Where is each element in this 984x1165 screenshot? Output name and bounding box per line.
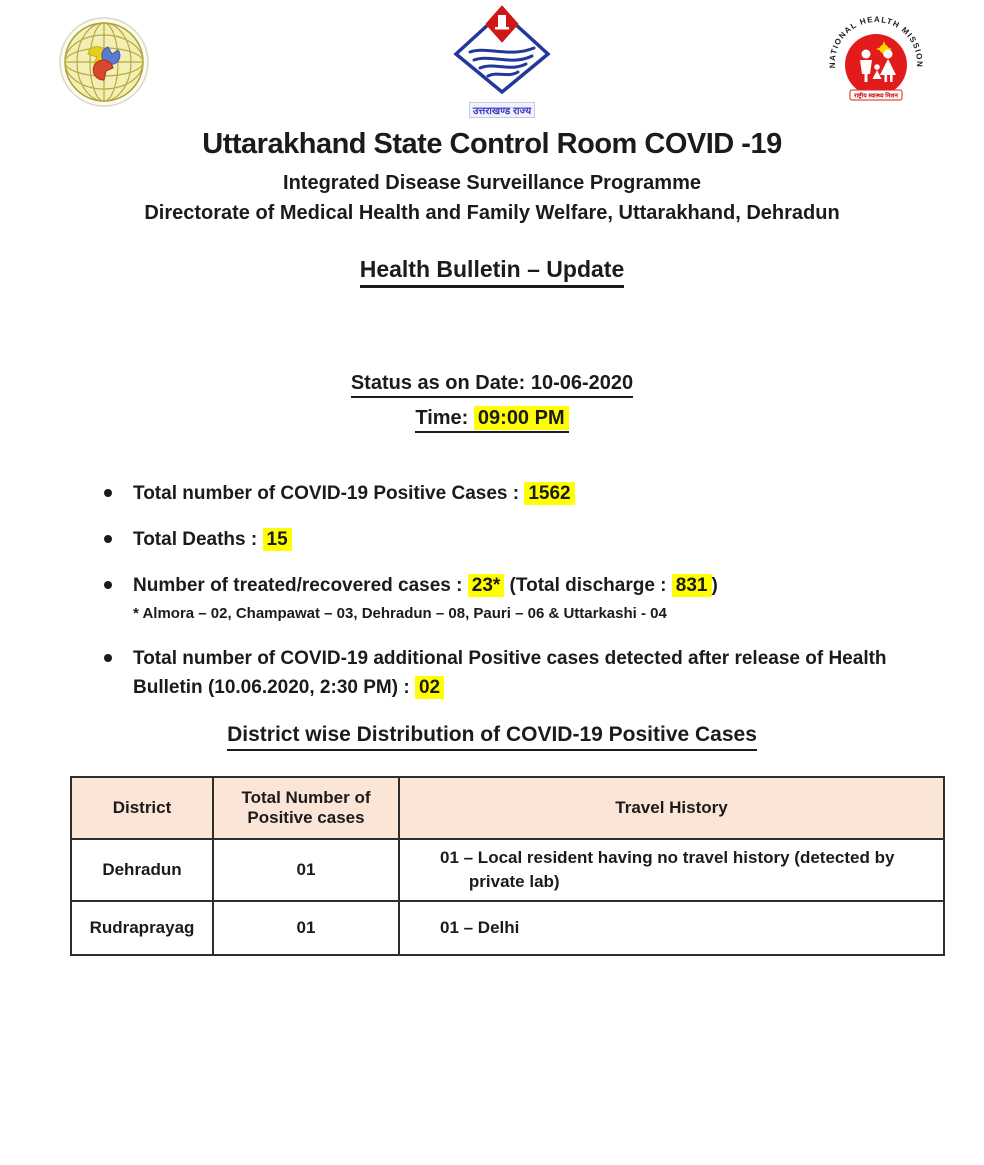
column-header-district: District: [71, 777, 213, 839]
total-positive-label: Total number of COVID-19 Positive Cases :: [133, 483, 525, 504]
travel-history-text: 01 – Local resident having no travel history (detected by private lab): [440, 848, 895, 891]
bulletin-heading: Health Bulletin – Update: [360, 256, 625, 288]
recovered-value: 23*: [468, 574, 505, 597]
page-title: Uttarakhand State Control Room COVID -19: [202, 128, 782, 160]
bullet-additional-cases: [104, 644, 924, 702]
summary-bullet-list: [104, 479, 924, 702]
total-positive-value: 1562: [524, 482, 574, 505]
column-header-travel-history: Travel History: [399, 777, 944, 839]
recovered-label: Number of treated/recovered cases :: [133, 575, 468, 596]
travel-history-text: 01 – Delhi: [440, 918, 520, 937]
nhm-arc-text: NATIONAL HEALTH MISSION: [827, 14, 925, 69]
logo-band: [0, 0, 984, 116]
discharge-label: (Total discharge :: [504, 575, 672, 596]
discharge-close-paren: ): [711, 575, 718, 596]
subtitle-directorate: Directorate of Medical Health and Family Welfare, Uttarakhand, Dehradun: [144, 202, 840, 224]
district-cell: Rudraprayag: [71, 901, 213, 955]
status-time-line: [415, 407, 568, 433]
time-label: Time:: [415, 407, 474, 429]
status-date-line: Status as on Date: 10-06-2020: [351, 372, 633, 398]
total-deaths-value: 15: [263, 528, 292, 551]
discharge-value: 831: [672, 574, 712, 597]
travel-history-cell: [399, 839, 944, 901]
uttarakhand-logo-caption: उत्तराखण्ड राज्य: [469, 102, 535, 118]
total-deaths-label: Total Deaths :: [133, 529, 263, 550]
subtitle-programme: Integrated Disease Surveillance Programme: [283, 172, 701, 194]
bullet-total-deaths: [104, 525, 924, 554]
table-row: [71, 901, 944, 955]
count-cell: 01: [213, 901, 399, 955]
district-table-heading: District wise Distribution of COVID-19 Positive Cases: [227, 723, 757, 751]
bullet-recovered: [104, 571, 924, 600]
bullet-dot-icon: [104, 654, 112, 662]
bullet-dot-icon: [104, 489, 112, 497]
travel-history-cell: [399, 901, 944, 955]
bullet-total-positive: [104, 479, 924, 508]
additional-cases-value: 02: [415, 676, 444, 699]
count-cell: 01: [213, 839, 399, 901]
district-cell: Dehradun: [71, 839, 213, 901]
table-header-row: [71, 777, 944, 839]
idsp-globe-icon: [58, 16, 150, 108]
column-header-positive-cases: Total Number of Positive cases: [213, 777, 399, 839]
uttarakhand-state-logo: [443, 4, 561, 119]
recovered-footnote: * Almora – 02, Champawat – 03, Dehradun – 08, Pauri – 06 & Uttarkashi - 04: [133, 605, 667, 622]
uttarakhand-emblem-icon: [448, 4, 556, 96]
time-value-highlight: 09:00 PM: [474, 406, 569, 430]
additional-cases-label: Total number of COVID-19 additional Positive cases detected after release of Health Bulletin (10.06.2020, 2:30 PM) :: [133, 648, 887, 698]
district-distribution-table: [70, 776, 945, 956]
table-row: [71, 839, 944, 901]
nhm-banner-text: राष्ट्रीय स्वास्थ्य मिशन: [854, 93, 898, 100]
nhm-logo-icon: [824, 8, 928, 112]
bullet-dot-icon: [104, 581, 112, 589]
bullet-dot-icon: [104, 535, 112, 543]
